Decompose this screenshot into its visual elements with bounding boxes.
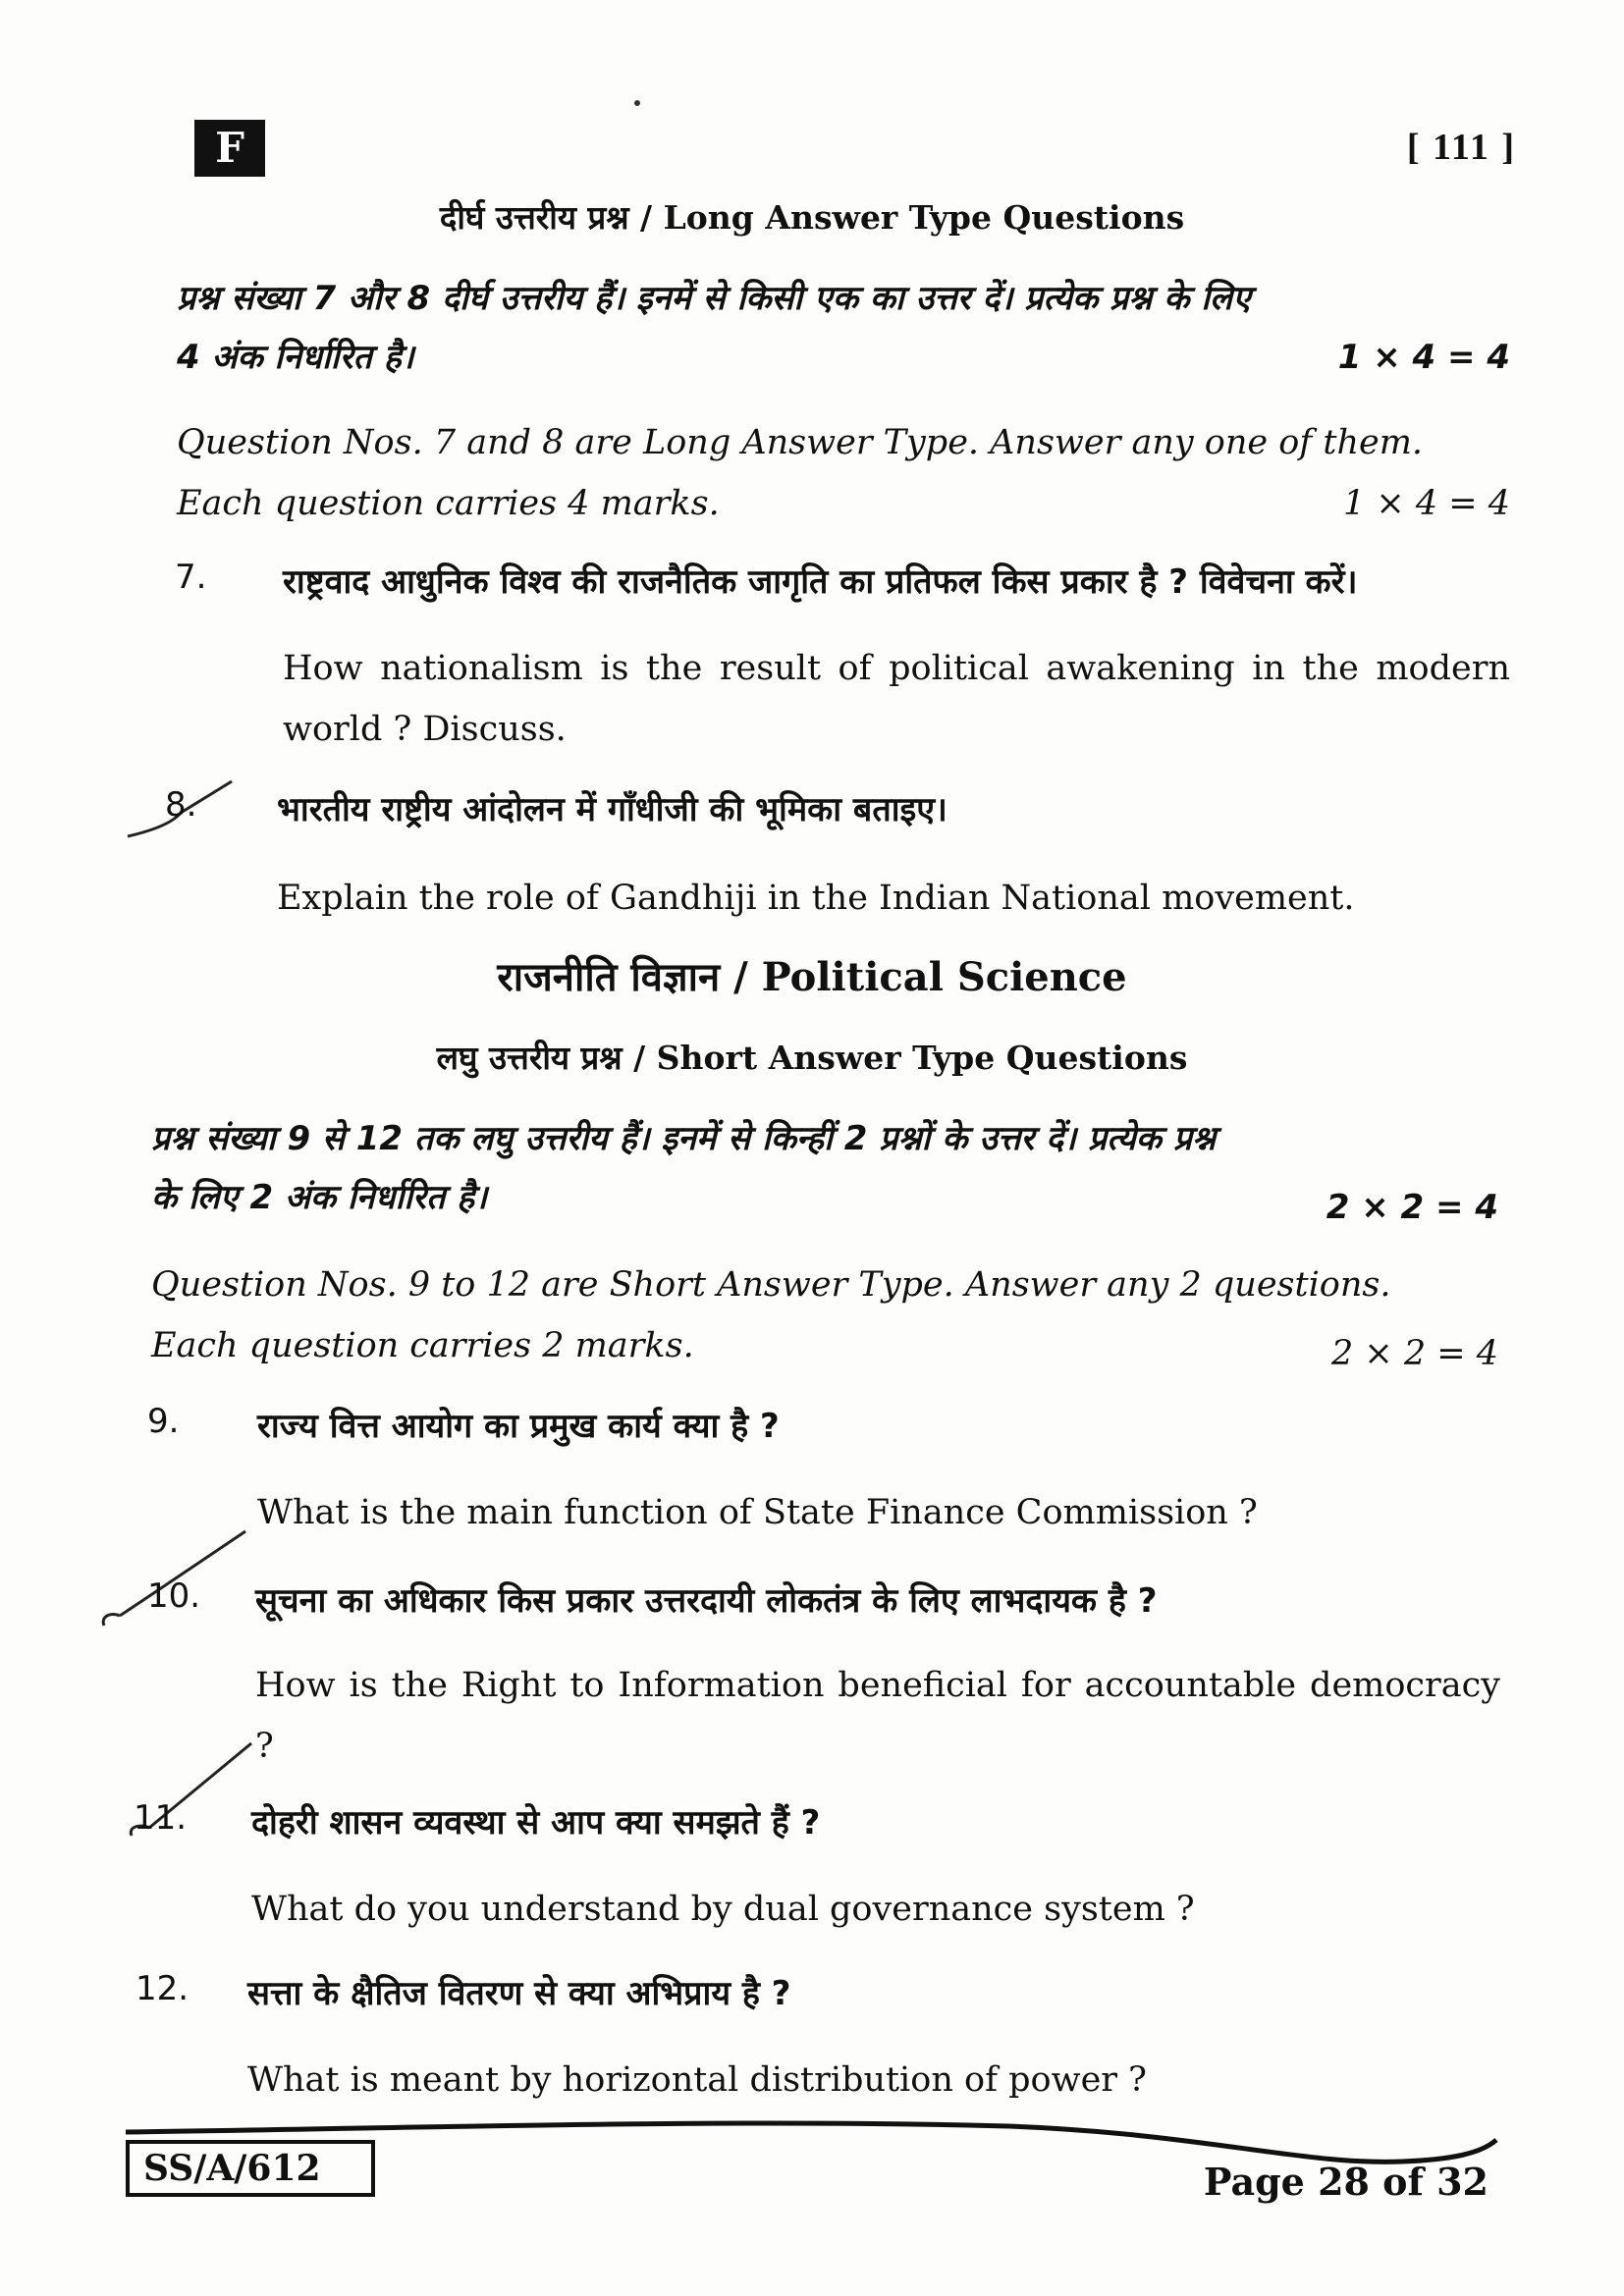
question-hindi: राष्ट्रवाद आधुनिक विश्व की राजनैतिक जागृति का प्रतिफल किस प्रकार है ? विवेचना करें। xyxy=(283,562,1358,602)
question-english: What is the main function of State Finance Commission ? xyxy=(257,1493,1258,1532)
question-number: 7. xyxy=(175,558,207,597)
long-answer-heading: दीर्घ उत्तरीय प्रश्न / Long Answer Type Questions xyxy=(439,198,1185,237)
short-answer-instruction-hi xyxy=(151,1109,1498,1227)
paper-code-box: SS/A/612 xyxy=(126,2140,375,2197)
long-answer-instruction-en xyxy=(177,412,1510,534)
scan-speck xyxy=(634,100,640,106)
instruction-en-line2: Each question carries 4 marks. xyxy=(177,484,720,523)
instruction-en-line2: Each question carries 2 marks. xyxy=(151,1326,694,1365)
question-hindi: दोहरी शासन व्यवस्था से आप क्या समझते हैं ? xyxy=(251,1803,821,1842)
question-number: 9. xyxy=(147,1402,180,1441)
marks-en: 2 × 2 = 4 xyxy=(1331,1334,1498,1373)
question-number: 10. xyxy=(147,1576,201,1616)
instruction-hi-line2: 4 अंक निर्धारित है। xyxy=(177,338,414,377)
marks-hi: 2 × 2 = 4 xyxy=(1326,1188,1498,1227)
section-title: राजनीति विज्ञान / Political Science xyxy=(497,954,1127,1000)
marks-en: 1 × 4 = 4 xyxy=(1343,484,1510,523)
instruction-hi-line1: प्रश्न संख्या 9 से 12 तक लघु उत्तरीय हैं। इनमें से किन्हीं 2 प्रश्नों के उत्तर दें। प्रत्येक प्रश्न xyxy=(151,1119,1217,1158)
page-number: Page 28 of 32 xyxy=(1203,2160,1489,2204)
set-code-badge: F xyxy=(194,120,265,177)
marks-hi: 1 × 4 = 4 xyxy=(1337,338,1510,377)
question-english: What is meant by horizontal distribution of power ? xyxy=(247,2060,1147,2100)
question-number: 8. xyxy=(165,785,197,825)
question-english: Explain the role of Gandhiji in the Indian National movement. xyxy=(277,879,1355,918)
question-number: 12. xyxy=(135,1969,189,2008)
question-english: What do you understand by dual governance system ? xyxy=(251,1890,1195,1929)
question-hindi: सत्ता के क्षैतिज वितरण से क्या अभिप्राय है ? xyxy=(247,1974,791,2013)
question-english: How nationalism is the result of political awakening in the modern world ? Discuss. xyxy=(283,649,1510,749)
short-answer-heading: लघु उत्तरीय प्रश्न / Short Answer Type Questions xyxy=(436,1039,1188,1077)
instruction-en-line1: Question Nos. 9 to 12 are Short Answer Type. Answer any 2 questions. xyxy=(151,1265,1391,1305)
short-answer-instruction-en xyxy=(151,1255,1498,1376)
long-answer-instruction-hi xyxy=(177,269,1510,387)
page-bracket-number: [ 111 ] xyxy=(1406,127,1516,168)
question-hindi: सूचना का अधिकार किस प्रकार उत्तरदायी लोकतंत्र के लिए लाभदायक है ? xyxy=(255,1581,1158,1621)
question-english: How is the Right to Information beneficial for accountable democracy ? xyxy=(255,1666,1500,1766)
question-hindi: राज्य वित्त आयोग का प्रमुख कार्य क्या है ? xyxy=(257,1407,780,1446)
instruction-en-line1: Question Nos. 7 and 8 are Long Answer Type. Answer any one of them. xyxy=(177,423,1424,462)
instruction-hi-line1: प्रश्न संख्या 7 और 8 दीर्घ उत्तरीय हैं। इनमें से किसी एक का उत्तर दें। प्रत्येक प्रश्न के लिए xyxy=(177,279,1251,318)
instruction-hi-line2: के लिए 2 अंक निर्धारित है। xyxy=(151,1178,488,1217)
question-hindi: भारतीय राष्ट्रीय आंदोलन में गाँधीजी की भूमिका बताइए। xyxy=(277,790,947,829)
question-number: 11. xyxy=(134,1798,188,1838)
